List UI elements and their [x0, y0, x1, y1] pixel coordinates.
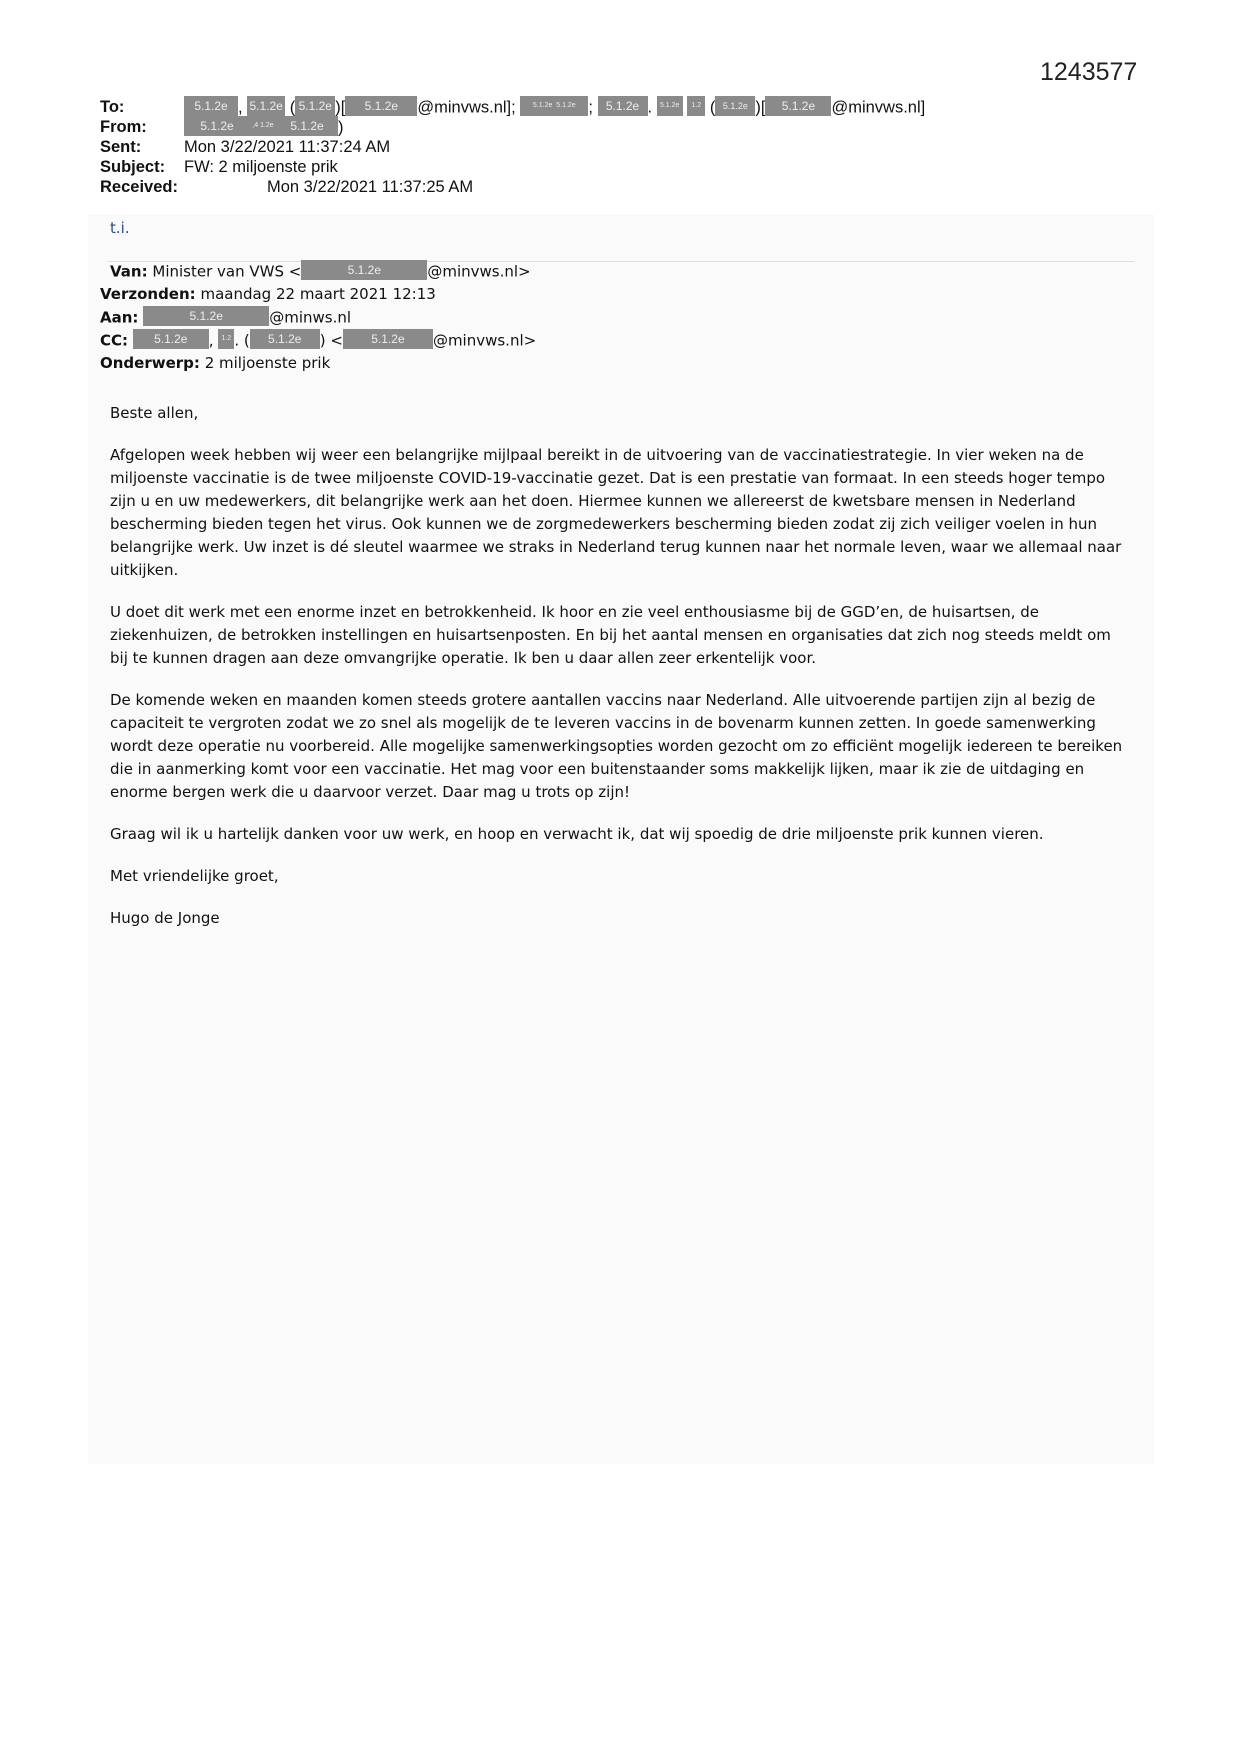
redaction-box: 5.1.2e: [247, 96, 285, 116]
sent-row: [100, 138, 390, 158]
to-label: To:: [100, 98, 125, 117]
verzonden-label: Verzonden:: [100, 285, 196, 303]
redaction-box: ,4 1.2e: [250, 116, 276, 136]
received-row: [100, 178, 473, 198]
redaction-box: 5.1.2e: [715, 96, 755, 116]
redaction-box: 5.1.2e: [657, 96, 683, 116]
aan-domain: @minws.nl: [269, 308, 352, 327]
onderwerp-value: 2 miljoenste prik: [204, 354, 331, 372]
to-domain: @minvws.nl]: [831, 98, 926, 117]
redaction-box: 5.1.2e: [295, 96, 335, 116]
subject-value: FW: 2 miljoenste prik: [184, 158, 338, 176]
van-label: Van:: [110, 262, 148, 281]
paragraph: Afgelopen week hebben wij weer een belangrijke mijlpaal bereikt in de uitvoering van de vaccinatiestrategie. In vier weken na de miljoenste vaccinatie is de twee miljoenste COVID-19-vaccinatie gezet. Dat is een prestatie van formaat. In een steeds hoger tempo zijn u en uw medewerkers, dit belangrijke werk aan het doen. Hiermee kunnen we allereerst de kwetsbare mensen in Nederland bescherming bieden tegen het virus. Ook kunnen we de zorgmedewerkers bescherming bieden zodat zij zich veiliger voelen in hun belangrijke werk. Uw inzet is dé sleutel waarmee we straks in Nederland terug kunnen naar het normale leven, waar we allemaal naar uitkijken.: [110, 446, 1122, 579]
onderwerp-label: Onderwerp:: [100, 354, 200, 372]
from-row: From: 5.1.2e ,4 1.2e 5.1.2e ): [100, 118, 344, 138]
subject-label: Subject:: [100, 158, 166, 176]
closing: Met vriendelijke groet,: [110, 867, 279, 885]
subject-row: [100, 158, 338, 178]
sent-label: Sent:: [100, 138, 142, 156]
redaction-box: 5.1.2e: [276, 116, 338, 136]
signature: Hugo de Jonge: [110, 909, 220, 927]
to-domain: @minvws.nl];: [417, 98, 516, 117]
cc-label: CC:: [100, 331, 129, 350]
cc-domain: @minvws.nl>: [432, 331, 537, 350]
van-domain: @minvws.nl>: [427, 262, 531, 281]
redaction-box: 5.1.2e: [143, 306, 269, 326]
redaction-box: 1.2: [687, 96, 705, 116]
aan-label: Aan:: [100, 308, 139, 327]
van-name: Minister van VWS <: [152, 262, 302, 281]
redaction-box: 5.1.2e: [345, 96, 417, 116]
redaction-box: 5.1.2e: [184, 96, 238, 116]
redaction-box: 5.1.2e: [343, 329, 433, 349]
to-separator: ;: [588, 98, 593, 117]
from-label: From:: [100, 118, 147, 137]
redaction-box: 5.1.2e: [133, 329, 209, 349]
redaction-box: 5.1.2e: [250, 329, 320, 349]
to-row: To: 5.1.2e , 5.1.2e ( 5.1.2e )[ 5.1.2e @minvws.nl]; 5.1.2e 5.1.2e ; 5.1.2e . 5.1.2e 1.2 ( 5.1.2e )[ 5.1.2e @minvws.nl]: [100, 98, 925, 118]
cc-row: CC: 5.1.2e , 1.2 . ( 5.1.2e ) < 5.1.2e @minvws.nl>: [100, 331, 536, 353]
verzonden-row: [100, 285, 436, 307]
received-label: Received:: [100, 178, 178, 196]
onderwerp-row: [100, 354, 330, 376]
paragraph: Graag wil ik u hartelijk danken voor uw werk, en hoop en verwacht ik, dat wij spoedig de drie miljoenste prik kunnen vieren.: [110, 825, 1044, 843]
document-id: 1243577: [1040, 58, 1138, 86]
verzonden-value: maandag 22 maart 2021 12:13: [200, 285, 436, 303]
redaction-box: 5.1.2e: [598, 96, 648, 116]
redaction-box: 1.2: [218, 329, 234, 349]
message-body: [110, 402, 1130, 949]
redaction-box: 5.1.2e: [301, 260, 427, 280]
redaction-box: 5.1.2e: [184, 116, 250, 136]
received-value: Mon 3/22/2021 11:37:25 AM: [267, 178, 474, 196]
redaction-box: 5.1.2e 5.1.2e: [520, 96, 588, 116]
aan-row: [100, 308, 351, 330]
forward-note: t.i.: [110, 219, 130, 237]
greeting: Beste allen,: [110, 404, 199, 422]
paragraph: U doet dit werk met een enorme inzet en betrokkenheid. Ik hoor en zie veel enthousiasme bij de GGD’en, de huisartsen, de ziekenhuizen, de betrokken instellingen en huisartsenposten. En bij het aantal mensen en organisaties dat zich nog steeds meldt om bij te kunnen dragen aan deze omvangrijke operatie. Ik ben u daar allen zeer erkentelijk voor.: [110, 603, 1111, 667]
van-row: [110, 262, 531, 284]
redaction-box: 5.1.2e: [765, 96, 831, 116]
paragraph: De komende weken en maanden komen steeds grotere aantallen vaccins naar Nederland. Alle uitvoerende partijen zijn al bezig de capaciteit te vergroten zodat we zo snel als mogelijk de te leveren vaccins in de bovenarm kunnen zetten. In goede samenwerking wordt deze operatie nu voorbereid. Alle mogelijke samenwerkingsopties worden gezocht om zo efficiënt mogelijk iedereen te bereiken die in aanmerking komt voor een vaccinatie. Het mag voor een buitenstaander soms makkelijk lijken, maar ik zie de uitdaging en enorme bergen werk die u daarvoor verzet. Daar mag u trots op zijn!: [110, 691, 1123, 801]
sent-value: Mon 3/22/2021 11:37:24 AM: [184, 138, 391, 156]
